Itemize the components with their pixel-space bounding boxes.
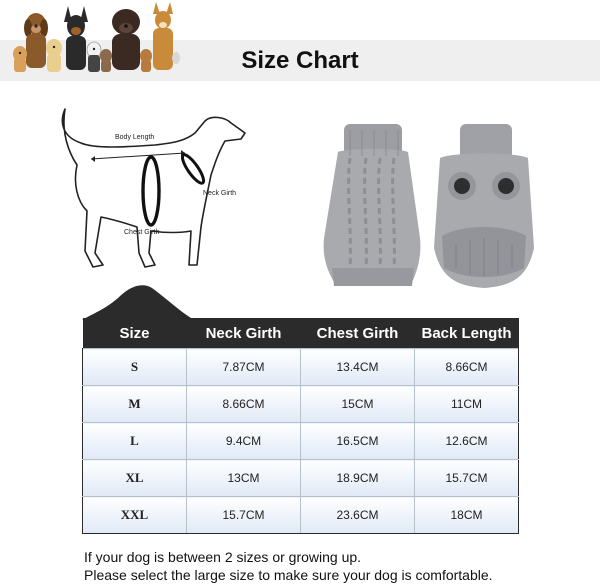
back-length-cell: 18CM (415, 497, 519, 534)
neck-girth-cell: 7.87CM (187, 349, 301, 386)
size-cell: XL (83, 460, 187, 497)
dog-newfoundland (112, 9, 140, 35)
sweater-front-image (316, 118, 428, 294)
chest-girth-cell: 13.4CM (301, 349, 415, 386)
table-row (83, 423, 519, 460)
back-length-cell: 12.6CM (415, 423, 519, 460)
header-size: Size (83, 318, 187, 349)
chest-girth-cell: 23.6CM (301, 497, 415, 534)
table-tab-decoration (82, 280, 194, 320)
sweater-back-image (432, 118, 536, 294)
back-length-cell: 11CM (415, 386, 519, 423)
table-header-row (83, 318, 519, 349)
size-chart-table (82, 318, 518, 536)
size-cell: L (83, 423, 187, 460)
size-advice-note (84, 548, 493, 584)
note-line-1: If your dog is between 2 sizes or growing up. (84, 549, 362, 565)
neck-girth-cell: 15.7CM (187, 497, 301, 534)
size-table (82, 318, 519, 534)
header-neck-girth: Neck Girth (187, 318, 301, 349)
size-cell: XXL (83, 497, 187, 534)
neck-girth-cell: 8.66CM (187, 386, 301, 423)
note-line-2: Please select the large size to make sure your dog is comfortable. (84, 567, 493, 583)
table-row (83, 497, 519, 534)
body-length-label: Body Length (115, 134, 155, 141)
chest-girth-cell: 16.5CM (301, 423, 415, 460)
dog-doberman (64, 6, 88, 37)
size-cell: S (83, 349, 187, 386)
chest-girth-cell: 15CM (301, 386, 415, 423)
dog-shepherd (153, 2, 173, 29)
dog-bloodhound (24, 13, 48, 37)
chest-girth-cell: 18.9CM (301, 460, 415, 497)
chest-girth-label: Chest Girth (124, 229, 160, 236)
size-cell: M (83, 386, 187, 423)
page-title: Size Chart (241, 47, 359, 74)
neck-girth-cell: 13CM (187, 460, 301, 497)
back-length-cell: 8.66CM (415, 349, 519, 386)
table-row (83, 349, 519, 386)
dog-group-illustration (8, 0, 180, 74)
header-chest-girth: Chest Girth (301, 318, 415, 349)
table-row (83, 460, 519, 497)
neck-girth-label: Neck Girth (203, 190, 237, 197)
header-back-length: Back Length (415, 318, 519, 349)
table-row (83, 386, 519, 423)
back-length-cell: 15.7CM (415, 460, 519, 497)
neck-girth-cell: 9.4CM (187, 423, 301, 460)
